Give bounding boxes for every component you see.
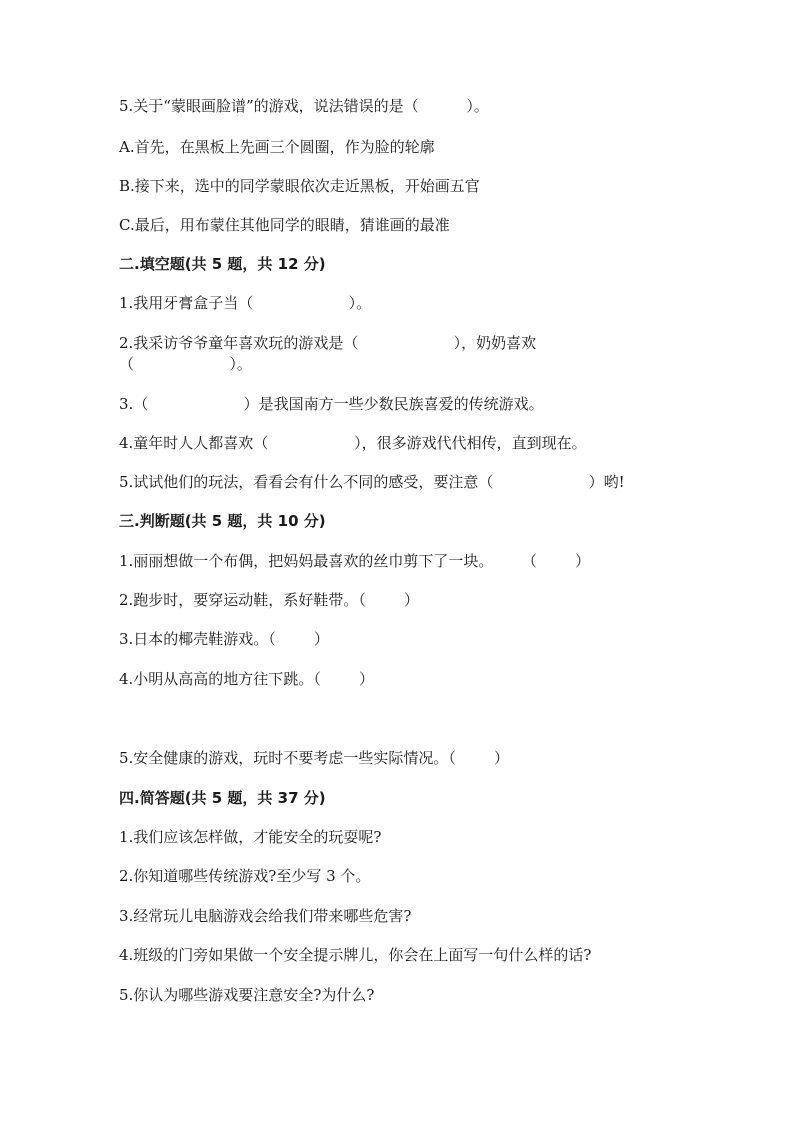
- short-answer-item-5: 5.你认为哪些游戏要注意安全?为什么?: [119, 986, 375, 1004]
- short-answer-item-2: 2.你知道哪些传统游戏?至少写 3 个。: [119, 867, 371, 885]
- short-answer-heading: 四.简答题(共 5 题，共 37 分): [119, 789, 326, 807]
- short-answer-item-1: 1.我们应该怎样做，才能安全的玩耍呢?: [119, 828, 382, 846]
- choice-q5-option-b: B.接下来，选中的同学蒙眼依次走近黑板，开始画五官: [119, 177, 480, 195]
- true-false-item-1: 1.丽丽想做一个布偶，把妈妈最喜欢的丝巾剪下了一块。 （ ）: [119, 552, 591, 570]
- true-false-item-3: 3.日本的椰壳鞋游戏。（ ）: [119, 630, 329, 648]
- fill-blank-item-2-cont: （ ）。: [119, 355, 252, 373]
- true-false-item-4: 4.小明从高高的地方往下跳。（ ）: [119, 670, 374, 688]
- true-false-heading: 三.判断题(共 5 题，共 10 分): [119, 512, 326, 530]
- short-answer-item-4: 4.班级的门旁如果做一个安全提示牌儿，你会在上面写一句什么样的话?: [119, 946, 592, 964]
- choice-q5-option-a: A.首先，在黑板上先画三个圆圈，作为脸的轮廓: [119, 138, 435, 156]
- choice-q5-stem: 5.关于“蒙眼画脸谱”的游戏，说法错误的是（ ）。: [119, 97, 489, 115]
- fill-blank-item-5: 5.试试他们的玩法，看看会有什么不同的感受，要注意（ ）哟!: [119, 473, 625, 491]
- choice-q5-option-c: C.最后，用布蒙住其他同学的眼睛，猜谁画的最准: [119, 216, 450, 234]
- short-answer-item-3: 3.经常玩儿电脑游戏会给我们带来哪些危害?: [119, 907, 412, 925]
- fill-blank-item-3: 3.（ ）是我国南方一些少数民族喜爱的传统游戏。: [119, 395, 544, 413]
- true-false-item-2: 2.跑步时，要穿运动鞋，系好鞋带。（ ）: [119, 591, 419, 609]
- true-false-item-5: 5.安全健康的游戏，玩时不要考虑一些实际情况。（ ）: [119, 749, 509, 767]
- fill-blank-heading: 二.填空题(共 5 题，共 12 分): [119, 255, 326, 273]
- fill-blank-item-1: 1.我用牙膏盒子当（ ）。: [119, 294, 372, 312]
- fill-blank-item-4: 4.童年时人人都喜欢（ ），很多游戏代代相传，直到现在。: [119, 434, 587, 452]
- fill-blank-item-2: 2.我采访爷爷童年喜欢玩的游戏是（ ），奶奶喜欢: [119, 334, 537, 352]
